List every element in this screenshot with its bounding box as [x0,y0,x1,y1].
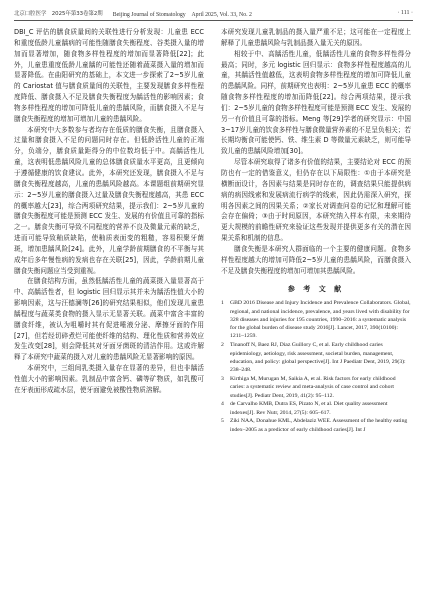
reference-item [221,341,411,374]
reference-number: 2 [221,342,224,349]
reference-text: Tinanoff N, Baez RJ, Diaz Guillory C, et al. Early childhood caries epidemiology, aetiology, risk assessment, societal burden, management, education, and policy: global perspective[J]. Int J Paediatr Dent, 2019, 29(3): 238–248. [230,342,406,374]
journal-title-zh: 北京口腔医学 2025年第33卷第2期 [14,11,103,17]
body-paragraph: 本研究中大多数参与者均存在低质的膳食失衡，且膳食摄入过量和膳食摄入不足的问题同时存在。但低龄活性儿童的正端分，负端分，膳食质量距得分的中位数均低于中。高龋活性儿童，这表明低患龋风险儿童的总体膳食质量水平更高，且更倾向于遵循健康的饮食建议。此外，本研究还发现，膳食摄入不足与膳食失衡程度越高，儿童的患龋风险越高。本课题组前期研究显示：2~5岁儿童的膳食摄入过量及膳食失衡程度越高，其患 ECC 的概率越大[23]，综合两项研究结果，提示我们：2~5岁儿童的膳食失衡程度可能是预测 ECC 发生、发展的有价值且可靠的指标之一。膳食失衡可导致不同程度的营养不良及微量元素的缺乏，进而可能导致釉质缺陷，使釉质表面变的粗糙，容易积聚牙菌斑，增加患龋风险[24]。此外，儿童学龄前期膳食的不平衡与其成年后多年慢性病的发病也存在关联[25]，因此，学龄前期儿童膳食失衡问题应当受到重视。 [14,125,204,275]
left-column [14,27,204,396]
body-paragraph: 膳食失衡是本研究人群面临的一个主要的健康问题。食物多样性程度越大的增加可降低2~5岁儿童的患龋风险，而膳食摄入不足及膳食失衡程度的增加可增加其患龋风险。 [221,244,411,275]
reference-text: Kirthiga M, Murugan M, Saikia A, et al. Risk factors for early childhood caries: a systematic review and meta-analysis of case control and cohort studies[J]. Pediatr Dent, 2019, 41(2): 95–112. [230,375,396,399]
body-paragraph: DBI_C 评估的膳食质量间的关联性进行分析发现：儿童患 ECC 和重度低龄儿童龋病的可能性随膳食失衡程度、谷类摄入量的增加而显著增加，随食物多样性程度的增加而显著降低[22]；此外，儿童患重度低龄儿童龋的可能性还随着蔬菜摄入量的增加而显著降低。在曲阳研究的基础上，本文进一步探索了2~5岁儿童的 Cariostat 值与膳食质量间的关联性，主要发现膳食多样性程度降低、膳食摄入不足及膳食失衡程度为龋活性的影响因素；食物多样性程度的增加可降低儿童的患龋风险，而膳食摄入不足与膳食失衡程度的增加可增加儿童的患龋风险。 [14,28,204,123]
reference-number: 5 [221,418,224,425]
reference-item [221,400,411,417]
body-paragraph: 尽管本研究取得了诸多有价值的结果，主要结论对 ECC 的预防也有一定的借鉴意义，但仍存在以下局限性：①由于本研究是横断面设计，各因素与结果是同时存在的，调查结果只能提供病病的病因线索和发展病流行病学的线索，因此仍需深入研究，探明各因素之间的因果关系；②家长对调查问卷的记忆和理解可能会存在偏倚；③由于时间原因，本研究纳入样本有限，未来期待更大规模的前瞻性研究来验证这些发现并提供更多有关的潜在因果关系和机制的信息。 [221,158,411,243]
reference-item [221,417,411,434]
reference-text: GBD 2016 Disease and Injury Incidence and Prevalence Collaborators. Global, regional, and national incidence, prevalence, and years lived with disability for 328 diseases and injuries for 195 countries, 1990–2016: a systematic analysis for the global burden of disease study 2016[J]. Lancet, 2017, 390(10100): 1211–1259. [230,300,411,340]
reference-number: 1 [221,300,224,307]
body-paragraph: 本研究发现儿童乳制品的摄入量严重不足；这可能在一定程度上解释了儿童患龋风险与乳制品摄入量无关的原因。 [221,28,411,47]
reference-number: 3 [221,375,224,382]
body-paragraph: 在膳食结构方面，虽然低龋活性儿童的蔬菜摄入量显著高于中、高龋活性者，但 logistic 回归显示其并未为龋活性值大小的影响因素，这与汪德澜等[26]的研究结果相似，他们发现儿童患龋程度与蔬菜类食物的摄入显示无显著关联。蔬菜中富含丰富的膳食纤维，被认为咀嚼时其有促进唾液分泌、摩擦牙面的作用[27]，但若经切碎煮烂可能使纤维的结构、理化性质和营养效应发生改变[28]，则会降低其对牙面牙菌斑的清洁作用。这或许解释了本研究中蔬菜的摄入对儿童的患龋风险无显著影响的原因。 [14,277,204,362]
page-number: · 111 · [397,10,413,16]
body-paragraph: 本研究中，三组间乳类摄入量存在显著的差异，但也非龋活性值大小的影响因素。乳制品中富含钙、磷等矿物质，如乳酸可在牙表面形成疏水层，使牙面避免被酸性物质溶解。 [14,364,204,394]
reference-text: de Carvalho KMB, Dutra ES, Pizato N, et al. Diet quality assessment indexes[J]. Rev Nutr, 2014, 27(5): 605–617. [230,401,388,416]
right-column [221,27,411,435]
reference-text: Ziki NAA, Donahue KML, Abdelaziz WEE. Assessment of the healthy eating index–2005 as a predictor of early childhood caries[J]. Int J [230,418,408,433]
reference-number: 4 [221,401,224,408]
running-header [14,6,413,21]
body-paragraph: 相较于中、高龋活性儿童，低龋活性儿童的食物多样性得分最高；同时，多元 logistic 回归显示：食物多样性程度越高的儿童，其龋活性值越低，这表明食物多样性程度的增加可降低儿童的患龋风险。同样，前期研究也表明：2~5岁儿童患 ECC 的概率随食物多样性程度的增加而降低[22]。综合两项结果，提示我们：2~5岁儿童的食物多样性程度可能是预测 ECC 发生、发展的另一有价值且可靠的指标。Meng 等[29]学者的研究显示：中国3~17岁儿童的饮食多样性与膳食微量营养素的不足呈负相关；若长期均衡食可能使钙、铁、维生素 D 等微量元素缺乏，则可能导致儿童的患龋风险增加[30]。 [221,49,411,156]
journal-title-en: Beijing Journal of Stomatology April 2025, Vol. 33, No. 2 [112,11,252,18]
reference-item [221,375,411,400]
references-heading: 参 考 文 献 [287,285,345,294]
reference-item [221,299,411,340]
